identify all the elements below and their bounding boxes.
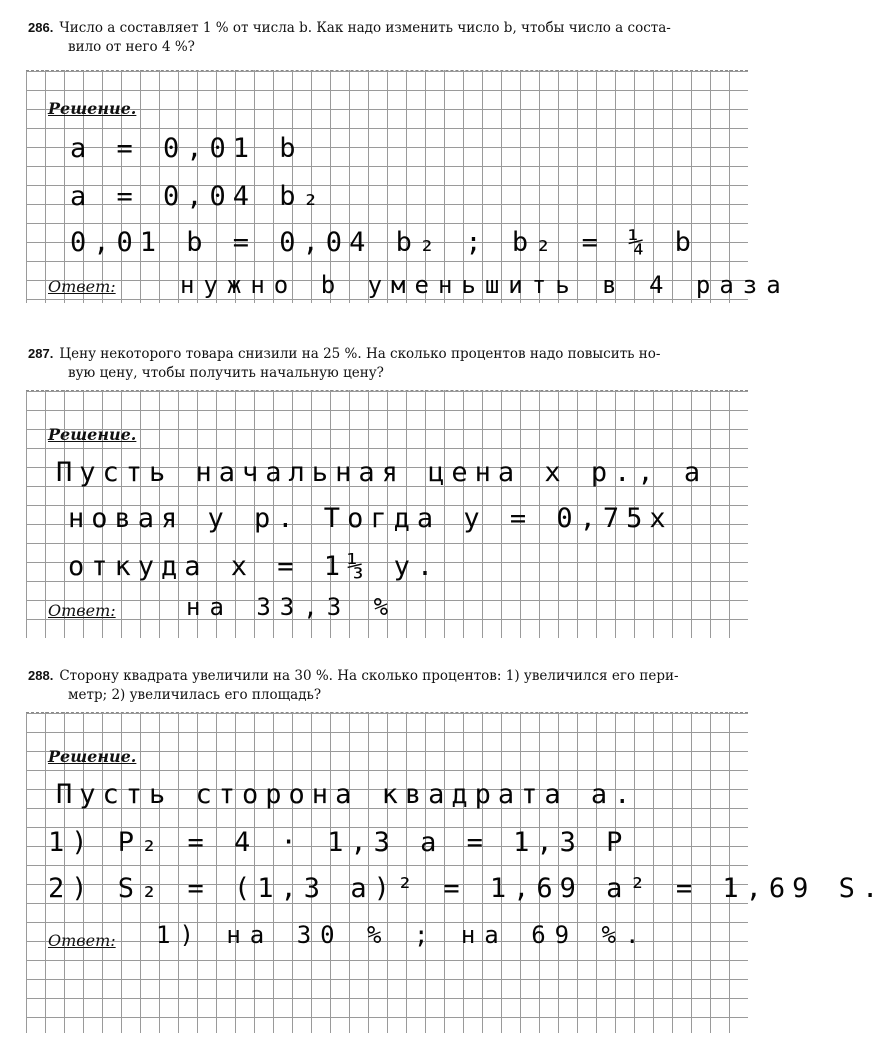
work-line-1: a = 0,01 b xyxy=(70,133,303,164)
answer-text: 1) на 30 % ; на 69 %. xyxy=(156,921,649,949)
work-line-1: Пусть начальная цена x р., а xyxy=(56,457,708,488)
answer-label: Ответ: xyxy=(48,931,116,950)
problem-number: 288. xyxy=(28,668,54,683)
problem-288-statement xyxy=(28,666,748,705)
problem-text-line1: Цену некоторого товара снизили на 25 %. На сколько процентов надо повысить но- xyxy=(59,346,661,362)
work-line-2: новая y р. Тогда y = 0,75x xyxy=(68,503,673,534)
work-line-3: 0,01 b = 0,04 b₂ ; b₂ = ¼ b xyxy=(70,227,698,258)
solution-label: Решение. xyxy=(48,425,137,444)
problem-text-line1: Сторону квадрата увеличили на 30 %. На сколько процентов: 1) увеличился его пери- xyxy=(59,668,679,684)
problem-text-line1: Число a составляет 1 % от числа b. Как надо изменить число b, чтобы число a соста- xyxy=(59,20,671,36)
problem-text-line2: вую цену, чтобы получить начальную цену? xyxy=(68,365,384,381)
answer-text: на 33,3 % xyxy=(186,593,398,621)
answer-label: Ответ: xyxy=(48,277,116,296)
answer-label: Ответ: xyxy=(48,601,116,620)
work-line-2: a = 0,04 b₂ xyxy=(70,181,326,212)
problem-text-line2: вило от него 4 %? xyxy=(68,39,195,55)
work-line-1: Пусть сторона квадрата a. xyxy=(56,779,638,810)
work-line-3: 2) S₂ = (1,3 a)² = 1,69 a² = 1,69 S. xyxy=(48,873,885,904)
work-line-3: откуда x = 1⅓ y. xyxy=(68,551,441,582)
grid-sheet-286 xyxy=(26,70,790,303)
solution-label: Решение. xyxy=(48,747,137,766)
problem-number: 286. xyxy=(28,20,54,35)
work-line-2: 1) P₂ = 4 · 1,3 a = 1,3 P xyxy=(48,827,630,858)
grid-sheet-288 xyxy=(26,712,885,1033)
answer-text: нужно b уменьшить в 4 раза xyxy=(180,271,790,299)
problem-286-statement xyxy=(28,18,748,57)
problem-text-line2: метр; 2) увеличилась его площадь? xyxy=(68,687,322,703)
solution-label: Решение. xyxy=(48,99,137,118)
problem-287-statement xyxy=(28,344,748,383)
problem-number: 287. xyxy=(28,346,54,361)
grid-sheet-287 xyxy=(26,390,748,638)
